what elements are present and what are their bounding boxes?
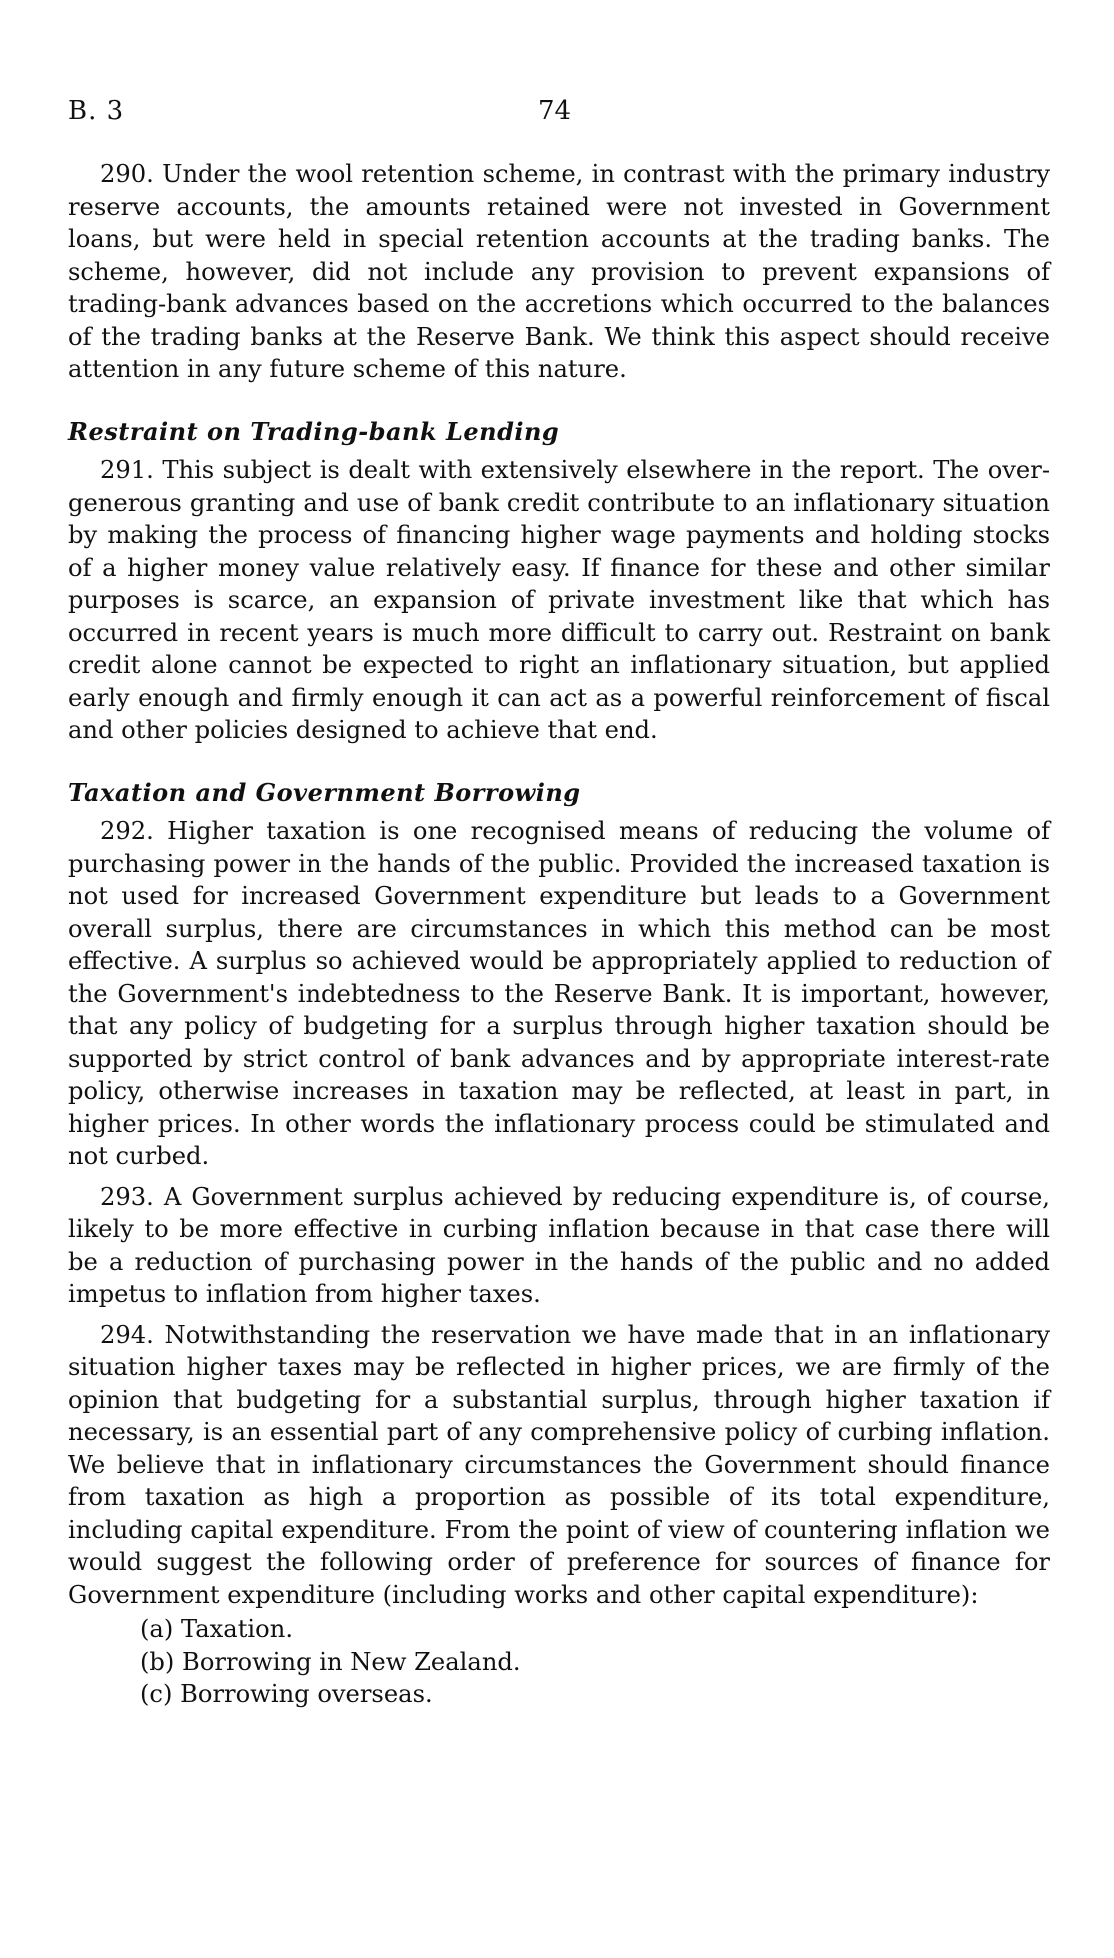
paragraph-292: 292. Higher taxation is one recognised means of reducing the volume of purchasing power in the hands of the public. Provided the increased taxation is not used for increased Government expenditure but leads to a Government overall surplus, there are circumstances in which this method can be most effective. A surplus so achieved would be appropriately applied to reduction of the Government's indebtedness to the Reserve Bank. It is important, however, that any policy of budgeting for a surplus through higher taxation should be supported by strict control of bank advances and by appropriate interest-rate policy, otherwise increases in taxation may be reflected, at least in part, in higher prices. In other words the inflationary process could be stimulated and not curbed.	[68, 817, 1050, 1170]
document-reference: B. 3	[68, 96, 125, 126]
finance-preference-list	[68, 1613, 1050, 1711]
page-header	[68, 96, 1048, 136]
list-item-taxation: (a) Taxation.	[140, 1615, 294, 1643]
body-text	[68, 158, 1050, 1711]
paragraph-294: 294. Notwithstanding the reservation we have made that in an inflationary situation higher taxes may be reflected in higher prices, we are firmly of the opinion that budgeting for a substantial surplus, through higher taxation if necessary, is an essential part of any comprehensive policy of curbing inflation. We believe that in inflationary circumstances the Government should finance from taxation as high a proportion as possible of its total expenditure, including capital expenditure. From the point of view of countering inflation we would suggest the following order of preference for sources of finance for Government expenditure (including works and other capital expenditure):	[68, 1320, 1050, 1609]
paragraph-291: 291. This subject is dealt with extensively elsewhere in the report. The over-generous granting and use of bank credit contribute to an inflationary situation by making the process of financing higher wage payments and holding stocks of a higher money value relatively easy. If finance for these and other similar purposes is scarce, an expansion of private investment like that which has occurred in recent years is much more difficult to carry out. Restraint on bank credit alone cannot be expected to right an inflationary situation, but applied early enough and firmly enough it can act as a powerful reinforcement of fiscal and other policies designed to achieve that end.	[68, 456, 1050, 744]
paragraph-293: 293. A Government surplus achieved by reducing expenditure is, of course, likely to be more effective in curbing inflation because in that case there will be a reduction of purchasing power in the hands of the public and no added impetus to inflation from higher taxes.	[68, 1182, 1050, 1308]
paragraph-290: 290. Under the wool retention scheme, in contrast with the primary industry reserve accounts, the amounts retained were not invested in Government loans, but were held in special retention accounts at the trading banks. The scheme, however, did not include any provision to prevent expansions of trading-bank advances based on the accretions which occurred to the balances of the trading banks at the Reserve Bank. We think this aspect should receive attention in any future scheme of this nature.	[68, 160, 1050, 383]
list-item-borrowing-nz: (b) Borrowing in New Zealand.	[140, 1647, 521, 1676]
list-item-borrowing-overseas: (c) Borrowing overseas.	[140, 1680, 433, 1708]
section-heading-taxation: Taxation and Government Borrowing	[68, 777, 581, 807]
page-number: 74	[538, 96, 572, 126]
section-heading-restraint: Restraint on Trading-bank Lending	[68, 416, 560, 446]
